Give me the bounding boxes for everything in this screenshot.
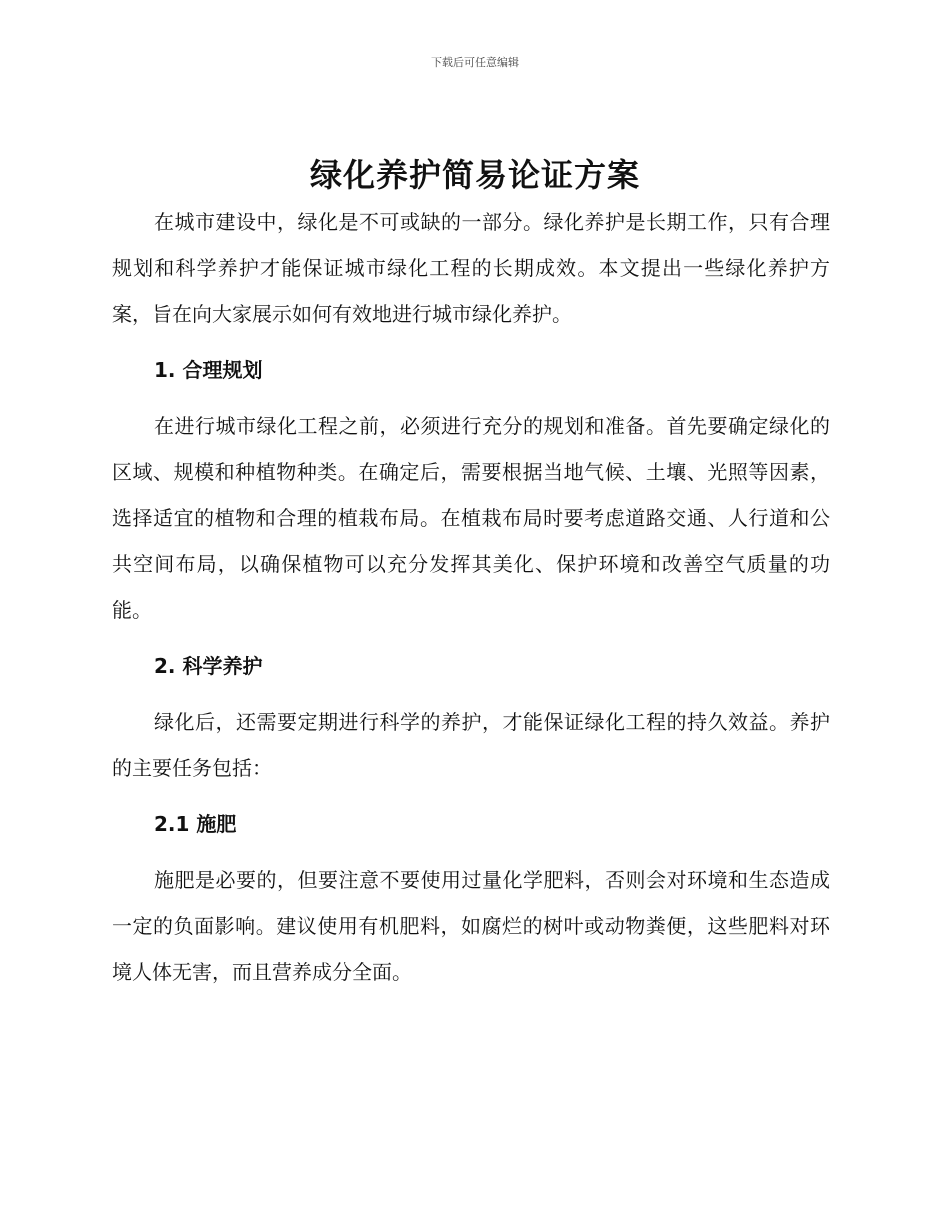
section-body-planning: 在进行城市绿化工程之前，必须进行充分的规划和准备。首先要确定绿化的区域、规模和种植物种类。在确定后，需要根据当地气候、土壤、光照等因素，选择适宜的植物和合理的植栽布局。在植栽布局时要考虑道路交通、人行道和公共空间布局，以确保植物可以充分发挥其美化、保护环境和改善空气质量的功能。 — [112, 414, 830, 622]
document-title: 绿化养护简易论证方案 — [309, 156, 640, 194]
intro-paragraph: 在城市建设中，绿化是不可或缺的一部分。绿化养护是长期工作，只有合理规划和科学养护才能保证城市绿化工程的长期成效。本文提出一些绿化养护方案，旨在向大家展示如何有效地进行城市绿化养护。 — [112, 210, 830, 326]
document-body — [112, 199, 830, 995]
section-body-fertilizing: 施肥是必要的，但要注意不要使用过量化学肥料，否则会对环境和生态造成一定的负面影响。建议使用有机肥料，如腐烂的树叶或动物粪便，这些肥料对环境人体无害，而且营养成分全面。 — [112, 868, 830, 984]
header-note: 下载后可任意编辑 — [431, 56, 519, 69]
section-heading-fertilizing: 2.1 施肥 — [154, 812, 237, 836]
section-heading-maintenance: 2. 科学养护 — [154, 654, 263, 678]
section-heading-planning: 1. 合理规划 — [154, 358, 263, 382]
section-body-maintenance: 绿化后，还需要定期进行科学的养护，才能保证绿化工程的持久效益。养护的主要任务包括： — [112, 710, 830, 780]
